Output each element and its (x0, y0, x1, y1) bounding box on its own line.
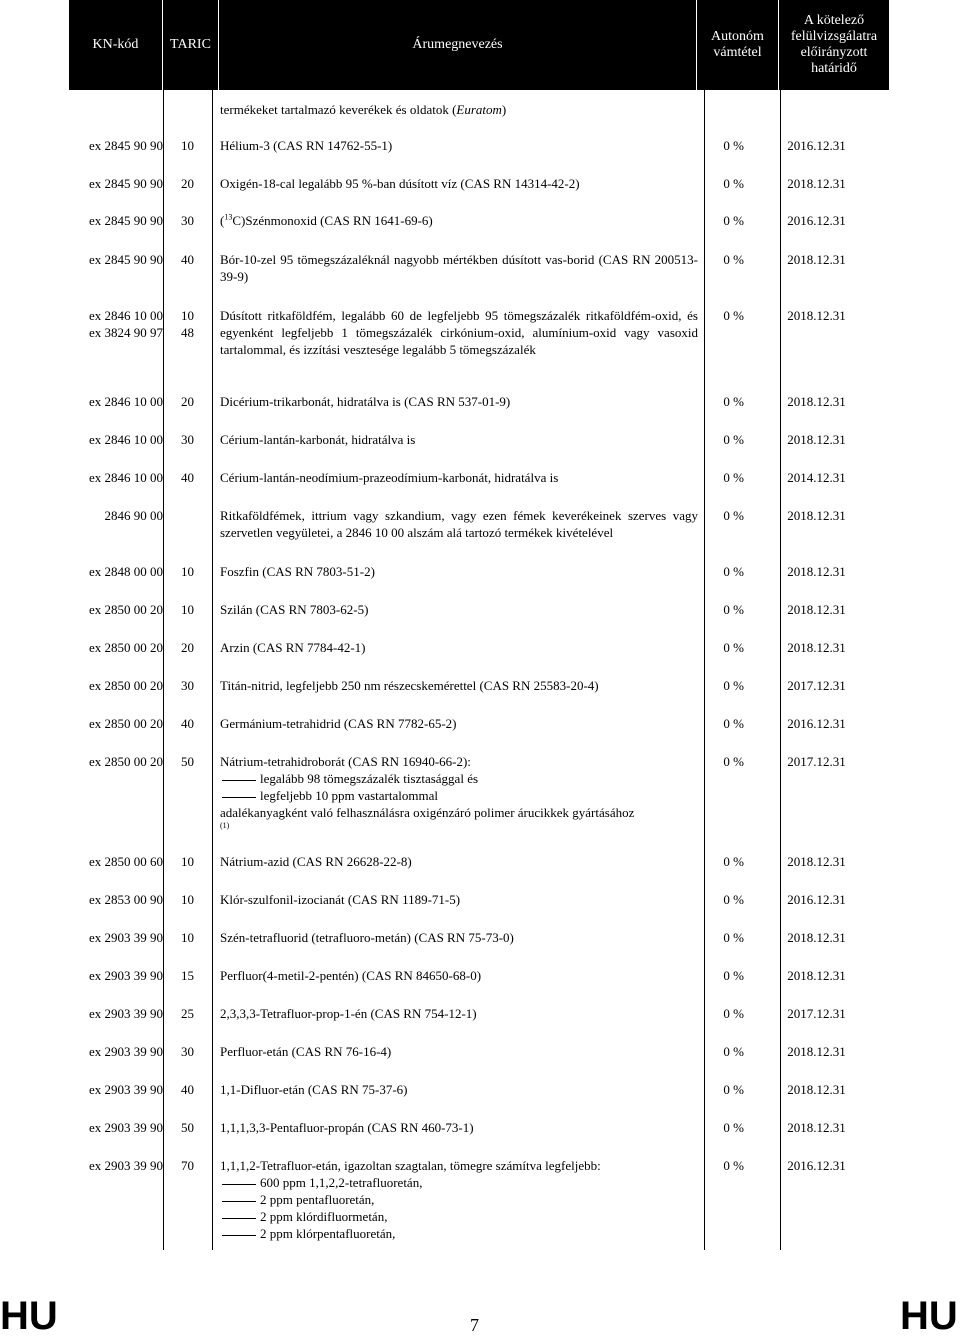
description-cell (220, 639, 698, 656)
taric-cell (163, 1157, 212, 1174)
dash-mark (222, 1201, 256, 1202)
header-review-deadline: A kötelező felülvizsgálatra előirányzott határidő (790, 13, 878, 76)
taric-code: 10 (181, 602, 194, 617)
taric-code: 70 (181, 1158, 194, 1173)
kn-code: ex 2845 90 90 (88, 176, 163, 191)
dash-item (220, 787, 698, 804)
kn-code-cell (69, 853, 163, 870)
duty-rate: 0 % (723, 678, 744, 693)
kn-code-cell (69, 1005, 163, 1022)
taric-cell (163, 601, 212, 618)
description-cell (220, 853, 698, 870)
duty-rate: 0 % (723, 854, 744, 869)
description-text: 1,1-Difluor-etán (CAS RN 75-37-6) (220, 1082, 408, 1097)
language-code-left: HU (0, 1294, 58, 1338)
description-text: Nátrium-azid (CAS RN 26628-22-8) (220, 854, 412, 869)
kn-code-cell (69, 507, 163, 524)
review-date: 2018.12.31 (787, 252, 846, 267)
description-text: Oxigén-18-cal legalább 95 %-ban dúsított víz (CAS RN 14314-42-2) (220, 176, 580, 191)
kn-code-cell (69, 431, 163, 448)
taric-cell (163, 715, 212, 732)
duty-rate: 0 % (723, 1120, 744, 1135)
table-header (69, 0, 889, 90)
description-cell (220, 307, 698, 358)
taric-cell (163, 431, 212, 448)
kn-code-cell (69, 929, 163, 946)
taric-cell (163, 212, 212, 229)
duty-rate: 0 % (723, 308, 744, 323)
description-text: Cérium-lantán-neodímium-prazeodímium-karbonát, hidratálva is (220, 470, 559, 485)
page-number: 7 (470, 1315, 479, 1335)
duty-rate: 0 % (723, 1044, 744, 1059)
dash-item (220, 770, 698, 787)
kn-code: ex 2850 00 20 (88, 716, 163, 731)
duty-rate: 0 % (723, 138, 744, 153)
taric-code: 40 (181, 252, 194, 267)
duty-rate: 0 % (723, 252, 744, 267)
kn-code-cell (69, 175, 163, 192)
kn-code: ex 2845 90 90 (88, 252, 163, 267)
kn-code: ex 2846 10 00 (88, 432, 163, 447)
description-text: Cérium-lantán-karbonát, hidratálva is (220, 432, 416, 447)
description-text: Szén-tetrafluorid (tetrafluoro-metán) (CAS RN 75-73-0) (220, 930, 514, 945)
kn-code: ex 2853 00 90 (88, 892, 163, 907)
dash-mark (222, 1235, 256, 1236)
description-text: Foszfin (CAS RN 7803-51-2) (220, 564, 375, 579)
taric-code: 40 (181, 1082, 194, 1097)
kn-code: ex 2850 00 60 (88, 854, 163, 869)
review-date: 2018.12.31 (787, 968, 846, 983)
kn-code: ex 2903 39 90 (88, 1006, 163, 1021)
taric-code: 20 (181, 394, 194, 409)
review-date: 2018.12.31 (787, 602, 846, 617)
description-cell (220, 753, 698, 831)
kn-code: ex 2903 39 90 (88, 1082, 163, 1097)
kn-code: ex 2846 10 00 (88, 470, 163, 485)
taric-code: 10 (181, 930, 194, 945)
taric-cell (163, 967, 212, 984)
taric-code: 25 (181, 1006, 194, 1021)
duty-rate: 0 % (723, 640, 744, 655)
duty-rate: 0 % (723, 1158, 744, 1173)
kn-code: ex 2903 39 90 (88, 1120, 163, 1135)
taric-cell (163, 251, 212, 268)
taric-cell (163, 137, 212, 154)
review-date: 2016.12.31 (787, 1158, 846, 1173)
review-date: 2018.12.31 (787, 640, 846, 655)
taric-code: 30 (181, 678, 194, 693)
review-date: 2016.12.31 (787, 138, 846, 153)
description-text: C)Szénmonoxid (CAS RN 1641-69-6) (232, 213, 433, 228)
taric-code: 48 (181, 325, 194, 340)
kn-code-cell (69, 307, 163, 341)
review-date: 2016.12.31 (787, 892, 846, 907)
description-text: Ritkaföldfémek, ittrium vagy szkandium, vagy ezen fémek keverékeinek szerves vagy szervetlen vegyületei, a 2846 10 00 alszám alá tartozó termékek kivételével (220, 508, 698, 540)
review-date: 2018.12.31 (787, 564, 846, 579)
duty-rate: 0 % (723, 176, 744, 191)
header-kn-code: KN-kód (69, 0, 163, 90)
header-description: Árumegnevezés (219, 0, 697, 90)
review-date: 2014.12.31 (787, 470, 846, 485)
description-text: Nátrium-tetrahidroborát (CAS RN 16940-66-2): (220, 754, 471, 769)
duty-rate: 0 % (723, 968, 744, 983)
duty-rate: 0 % (723, 470, 744, 485)
taric-code: 15 (181, 968, 194, 983)
dash-mark (222, 1218, 256, 1219)
description-text: 1,1,1,2-Tetrafluor-etán, igazoltan szagtalan, tömegre számítva legfeljebb: (220, 1158, 601, 1173)
kn-code-cell (69, 563, 163, 580)
description-text: Dicérium-trikarbonát, hidratálva is (CAS RN 537-01-9) (220, 394, 511, 409)
kn-code-cell (69, 1119, 163, 1136)
kn-code-cell (69, 639, 163, 656)
duty-rate: 0 % (723, 716, 744, 731)
kn-code-cell (69, 677, 163, 694)
taric-cell (163, 677, 212, 694)
isotope-superscript: 13 (224, 212, 233, 222)
review-date: 2017.12.31 (787, 754, 846, 769)
header-autonomous-rate: Autonóm vámtétel (697, 0, 779, 90)
dash-mark (222, 797, 256, 798)
kn-code-cell (69, 469, 163, 486)
description-text: Dúsított ritkaföldfém, legalább 60 de legfeljebb 95 tömegszázalék ritkaföldfém-oxid, és egyenként legfeljebb 1 tömegszázalék cirkónium-oxid, alumínium-oxid vagy vasoxid tartalommal, és izzítási vesztesége legalább 5 tömegszázalék (220, 308, 698, 357)
dash-item (220, 1225, 698, 1242)
taric-cell (163, 175, 212, 192)
description-cell (220, 507, 698, 541)
kn-code-cell (69, 753, 163, 770)
taric-cell (163, 1081, 212, 1098)
description-cell (220, 929, 698, 946)
review-date: 2016.12.31 (787, 716, 846, 731)
duty-rate: 0 % (723, 394, 744, 409)
kn-code-cell (69, 891, 163, 908)
dash-item-text: 2 ppm klórdifluormetán, (260, 1209, 388, 1224)
kn-code-cell (69, 1043, 163, 1060)
taric-code: 30 (181, 213, 194, 228)
review-date: 2018.12.31 (787, 930, 846, 945)
taric-cell (163, 639, 212, 656)
taric-cell (163, 891, 212, 908)
description-cell (220, 137, 698, 154)
description-cell (220, 1157, 698, 1242)
kn-code-cell (69, 1081, 163, 1098)
kn-code: ex 2846 10 00 (88, 394, 163, 409)
kn-code-cell (69, 967, 163, 984)
review-date: 2018.12.31 (787, 432, 846, 447)
description-cell (220, 212, 698, 229)
kn-code-cell (69, 1157, 163, 1174)
review-date: 2018.12.31 (787, 1120, 846, 1135)
duty-rate: 0 % (723, 1006, 744, 1021)
duty-rate: 0 % (723, 930, 744, 945)
description-cell (220, 469, 698, 486)
dash-item-text: legalább 98 tömegszázalék tisztasággal és (260, 771, 479, 786)
description-cell (220, 1005, 698, 1022)
dash-item (220, 1191, 698, 1208)
dash-item-text: 600 ppm 1,1,2,2-tetrafluoretán, (260, 1175, 423, 1190)
taric-cell (163, 1005, 212, 1022)
review-date: 2018.12.31 (787, 1082, 846, 1097)
review-date: 2017.12.31 (787, 678, 846, 693)
description-cell (220, 601, 698, 618)
review-date: 2018.12.31 (787, 508, 846, 523)
taric-code: 50 (181, 1120, 194, 1135)
taric-code: 40 (181, 470, 194, 485)
taric-cell (163, 929, 212, 946)
description-text: Perfluor(4-metil-2-pentén) (CAS RN 84650-68-0) (220, 968, 482, 983)
taric-code: 20 (181, 640, 194, 655)
duty-rate: 0 % (723, 508, 744, 523)
language-code-right: HU (900, 1294, 958, 1338)
duty-rate: 0 % (723, 892, 744, 907)
kn-code: ex 2903 39 90 (88, 968, 163, 983)
duty-rate: 0 % (723, 432, 744, 447)
description-cell (220, 715, 698, 732)
column-divider (212, 90, 213, 1250)
taric-cell (163, 1043, 212, 1060)
duty-rate: 0 % (723, 213, 744, 228)
duty-rate: 0 % (723, 564, 744, 579)
kn-code: ex 3824 90 97 (88, 325, 163, 340)
continuation-text: termékeket tartalmazó keverékek és oldatok (Euratom) (220, 102, 507, 117)
taric-code: 30 (181, 1044, 194, 1059)
taric-code: 10 (181, 564, 194, 579)
dash-mark (222, 780, 256, 781)
kn-code-cell (69, 251, 163, 268)
kn-code: ex 2850 00 20 (88, 640, 163, 655)
duty-rate: 0 % (723, 1082, 744, 1097)
kn-code: ex 2850 00 20 (88, 754, 163, 769)
kn-code: 2846 90 00 (104, 508, 163, 523)
dash-item (220, 1208, 698, 1225)
description-cell (220, 393, 698, 410)
description-cell (220, 1043, 698, 1060)
dash-item-text: legfeljebb 10 ppm vastartalommal (260, 788, 438, 803)
dash-item (220, 1174, 698, 1191)
description-cell (220, 1081, 698, 1098)
description-cell (220, 677, 698, 694)
review-date: 2016.12.31 (787, 213, 846, 228)
taric-code: 20 (181, 176, 194, 191)
kn-code-cell (69, 137, 163, 154)
description-cell (220, 967, 698, 984)
duty-rate: 0 % (723, 602, 744, 617)
taric-cell (163, 469, 212, 486)
description-text: Perfluor-etán (CAS RN 76-16-4) (220, 1044, 392, 1059)
description-suffix: adalékanyagként való felhasználásra oxigénzáró polimer árucikkek gyártásához (220, 805, 635, 820)
dash-item-text: 2 ppm pentafluoretán, (260, 1192, 375, 1207)
taric-code: 10 (181, 854, 194, 869)
description-cell (220, 891, 698, 908)
kn-code-cell (69, 393, 163, 410)
kn-code-cell (69, 601, 163, 618)
description-text: Bór-10-zel 95 tömegszázaléknál nagyobb mértékben dúsított vas-borid (CAS RN 200513-39-9) (220, 252, 698, 284)
description-cell (220, 251, 698, 285)
kn-code: ex 2850 00 20 (88, 602, 163, 617)
duty-rate: 0 % (723, 754, 744, 769)
kn-code: ex 2846 10 00 (88, 308, 163, 323)
description-text: Titán-nitrid, legfeljebb 250 nm részecskemérettel (CAS RN 25583-20-4) (220, 678, 599, 693)
taric-cell (163, 393, 212, 410)
description-text: Klór-szulfonil-izocianát (CAS RN 1189-71-5) (220, 892, 461, 907)
kn-code: ex 2903 39 90 (88, 1158, 163, 1173)
kn-code: ex 2848 00 00 (88, 564, 163, 579)
taric-code: 50 (181, 754, 194, 769)
review-date: 2017.12.31 (787, 1006, 846, 1021)
description-text: 2,3,3,3-Tetrafluor-prop-1-én (CAS RN 754-12-1) (220, 1006, 477, 1021)
review-date: 2018.12.31 (787, 308, 846, 323)
kn-code-cell (69, 212, 163, 229)
footnote-marker: (1) (220, 821, 230, 830)
review-date: 2018.12.31 (787, 1044, 846, 1059)
review-date: 2018.12.31 (787, 176, 846, 191)
description-cell (220, 563, 698, 580)
taric-cell (163, 853, 212, 870)
taric-code: 40 (181, 716, 194, 731)
description-cell (220, 175, 698, 192)
taric-code: 10 (181, 138, 194, 153)
dash-item-text: 2 ppm klórpentafluoretán, (260, 1226, 396, 1241)
review-date: 2018.12.31 (787, 854, 846, 869)
dash-mark (222, 1184, 256, 1185)
description-text: Hélium-3 (CAS RN 14762-55-1) (220, 138, 393, 153)
taric-code: 10 (181, 892, 194, 907)
description-cell (220, 1119, 698, 1136)
taric-code: 30 (181, 432, 194, 447)
taric-code: 10 (181, 308, 194, 323)
kn-code: ex 2845 90 90 (88, 213, 163, 228)
kn-code: ex 2845 90 90 (88, 138, 163, 153)
taric-cell (163, 307, 212, 341)
taric-cell (163, 563, 212, 580)
description-text: 1,1,1,3,3-Pentafluor-propán (CAS RN 460-73-1) (220, 1120, 474, 1135)
description-text: Szilán (CAS RN 7803-62-5) (220, 602, 369, 617)
kn-code: ex 2903 39 90 (88, 930, 163, 945)
kn-code: ex 2903 39 90 (88, 1044, 163, 1059)
description-cell (220, 431, 698, 448)
taric-cell (163, 753, 212, 770)
kn-code-cell (69, 715, 163, 732)
kn-code: ex 2850 00 20 (88, 678, 163, 693)
description-text: Germánium-tetrahidrid (CAS RN 7782-65-2) (220, 716, 457, 731)
review-date: 2018.12.31 (787, 394, 846, 409)
paren: ( (220, 213, 225, 228)
description-text: Arzin (CAS RN 7784-42-1) (220, 640, 366, 655)
taric-cell (163, 1119, 212, 1136)
header-taric: TARIC (163, 0, 219, 90)
